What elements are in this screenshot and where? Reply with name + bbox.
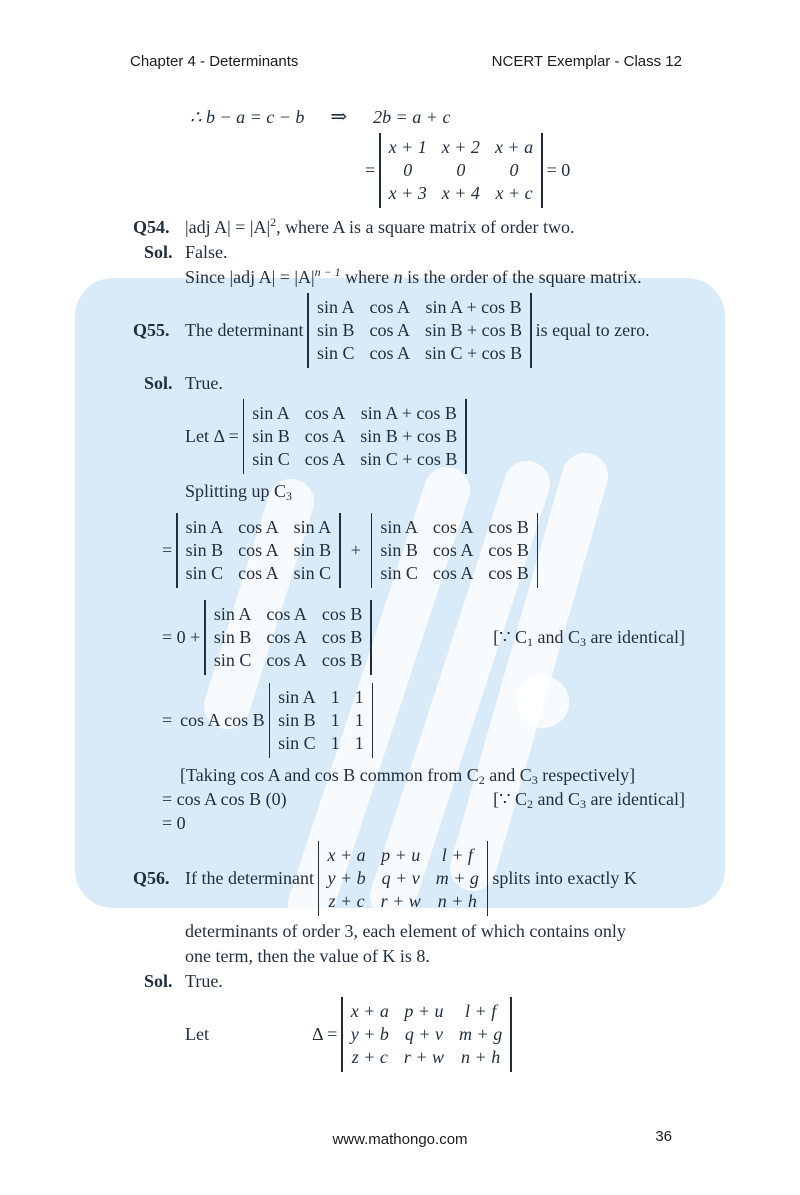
derivation-line <box>190 106 685 129</box>
reason-pre: Since |adj A| = |A| <box>185 267 315 287</box>
matrix-cell: 0 <box>509 160 519 180</box>
matrix-cell: x + 4 <box>441 183 480 203</box>
column-subscript: 3 <box>580 797 587 811</box>
taking-common-note <box>180 764 685 787</box>
matrix-cell: r + w <box>380 891 421 911</box>
matrix-cell: p + u <box>381 845 421 865</box>
let-delta-prefix: Let Δ = <box>185 426 239 446</box>
matrix-cell: x + 2 <box>441 137 480 157</box>
identical-columns-note <box>493 626 685 649</box>
implies-arrow: ⇒ <box>330 106 348 128</box>
zero-plus-prefix: = 0 + <box>162 627 201 647</box>
question-lead: The determinant <box>185 320 304 340</box>
math-expression: ∴ b − a = c − b <box>190 107 305 127</box>
matrix-cell: sin A + cos B <box>360 403 457 423</box>
matrix-cell: m + g <box>435 868 479 888</box>
result-zero: = 0 <box>162 813 186 833</box>
equals-zero: = 0 <box>546 160 571 180</box>
matrix-cell: 1 <box>354 733 364 753</box>
variable-n: n <box>393 267 403 287</box>
matrix-cell: cos A <box>304 426 346 446</box>
let-delta-line <box>185 397 685 476</box>
factor-text: cos A cos B <box>180 710 265 730</box>
matrix-cell: m + g <box>459 1024 503 1044</box>
matrix-cell: 0 <box>456 160 466 180</box>
matrix-cell: l + f <box>441 845 473 865</box>
matrix-cell: cos B <box>321 604 363 624</box>
matrix-cell: sin C <box>213 650 252 670</box>
chapter-title: Chapter 4 - Determinants <box>130 53 299 70</box>
matrix-cell: cos A <box>432 540 474 560</box>
matrix-cell: 1 <box>330 687 340 707</box>
statement-post: , where A is a square matrix of order two. <box>276 217 575 237</box>
matrix-cell: sin C + cos B <box>360 449 458 469</box>
matrix-cell: cos A <box>369 343 410 363</box>
matrix-cell: sin B <box>252 426 290 446</box>
matrix-cell: cos A <box>369 320 410 340</box>
plus-sign: + <box>350 540 361 560</box>
column-subscript: 2 <box>527 797 534 811</box>
determinant-matrix <box>243 399 467 474</box>
question-label: Q56. <box>133 868 170 888</box>
question-55 <box>133 291 685 370</box>
derivation-determinant-line <box>365 131 685 210</box>
matrix-cell: 1 <box>354 687 364 707</box>
matrix-cell: x + c <box>495 183 533 203</box>
matrix-cell: sin A <box>316 297 355 317</box>
determinant-matrix <box>371 513 539 588</box>
math-expression: 2b = a + c <box>373 107 451 127</box>
note-text: and C <box>484 765 532 785</box>
matrix-cell: cos A <box>266 604 307 624</box>
question-label: Q54. <box>133 217 170 237</box>
determinant-matrix <box>269 683 374 758</box>
determinant-matrix <box>204 600 372 675</box>
matrix-cell: n + h <box>461 1047 501 1067</box>
determinant-matrix <box>318 841 488 916</box>
matrix-cell: cos B <box>488 517 529 537</box>
note-text: are identical] <box>586 627 685 647</box>
matrix-cell: q + v <box>404 1024 444 1044</box>
matrix-cell: sin C <box>380 563 418 583</box>
solution-label: Sol. <box>144 971 173 991</box>
matrix-cell: x + a <box>327 845 366 865</box>
matrix-cell: cos A <box>266 627 307 647</box>
matrix-cell: cos B <box>321 650 363 670</box>
matrix-cell: sin B <box>213 627 252 647</box>
book-title: NCERT Exemplar - Class 12 <box>491 53 682 70</box>
question-tail: splits into exactly K <box>492 868 637 888</box>
solution-label: Sol. <box>144 242 173 262</box>
matrix-cell: cos B <box>488 563 529 583</box>
matrix-cell: x + 1 <box>388 137 427 157</box>
matrix-cell: sin A <box>252 403 290 423</box>
question-54 <box>133 216 685 239</box>
exponent: 2 <box>270 215 277 229</box>
matrix-cell: 1 <box>330 710 340 730</box>
matrix-cell: sin B + cos B <box>360 426 458 446</box>
solution-55 <box>133 372 685 395</box>
matrix-cell: cos A <box>304 403 346 423</box>
matrix-cell: sin B <box>293 540 332 560</box>
solution-answer: False. <box>185 242 228 262</box>
matrix-cell: sin A <box>278 687 316 707</box>
matrix-cell: cos A <box>432 563 474 583</box>
note-text: are identical] <box>586 789 685 809</box>
final-left: = cos A cos B (0) <box>162 789 287 809</box>
matrix-cell: sin C <box>185 563 224 583</box>
matrix-cell: sin B <box>278 710 316 730</box>
matrix-cell: cos A <box>238 540 279 560</box>
note-text: and C <box>533 627 581 647</box>
column-subscript: 3 <box>286 489 293 503</box>
equals-sign: = <box>162 540 173 560</box>
solution-answer: True. <box>185 373 223 393</box>
factor-line <box>162 681 685 760</box>
matrix-cell: sin A + cos B <box>425 297 522 317</box>
page-content <box>133 106 685 1078</box>
delta-equals: Δ = <box>312 1024 338 1044</box>
determinant-matrix <box>307 293 531 368</box>
matrix-cell: sin C <box>252 449 290 469</box>
note-text: [∵ C <box>493 627 528 647</box>
matrix-cell: sin C <box>316 343 355 363</box>
matrix-cell: sin B <box>316 320 355 340</box>
solution-56 <box>133 970 685 993</box>
question-tail: is equal to zero. <box>535 320 650 340</box>
note-text: [∵ C <box>493 789 528 809</box>
identical-columns-note <box>493 788 685 811</box>
matrix-cell: sin A <box>213 604 252 624</box>
page-number: 36 <box>655 1128 672 1145</box>
matrix-cell: p + u <box>404 1001 444 1021</box>
let-word: Let <box>185 1024 209 1044</box>
matrix-cell: cos B <box>321 627 363 647</box>
final-evaluation-line <box>162 788 685 811</box>
column-subscript: 1 <box>527 635 534 649</box>
matrix-cell: x + a <box>350 1001 389 1021</box>
matrix-cell: sin A <box>293 517 332 537</box>
column-subscript: 3 <box>531 773 538 787</box>
exponent: n − 1 <box>314 265 341 279</box>
note-text: [Taking cos A and cos B common from C <box>180 765 479 785</box>
matrix-cell: sin C <box>278 733 316 753</box>
matrix-cell: 1 <box>330 733 340 753</box>
zero-plus-line <box>162 598 685 677</box>
solution-answer: True. <box>185 971 223 991</box>
determinant-matrix <box>176 513 341 588</box>
matrix-cell: l + f <box>465 1001 497 1021</box>
determinant-matrix <box>379 133 542 208</box>
solution-54 <box>133 241 685 264</box>
matrix-cell: x + a <box>494 137 534 157</box>
equals-sign: = <box>162 710 173 730</box>
matrix-cell: sin A <box>380 517 418 537</box>
matrix-cell: q + v <box>381 868 420 888</box>
question-56-wrap1: determinants of order 3, each element of which contains only <box>185 921 626 941</box>
question-label: Q55. <box>133 320 170 340</box>
solution-54-reason <box>185 266 685 289</box>
matrix-cell: sin B <box>380 540 418 560</box>
matrix-cell: x + 3 <box>388 183 427 203</box>
matrix-cell: z + c <box>351 1047 388 1067</box>
matrix-cell: cos A <box>369 297 410 317</box>
splitting-text: Splitting up C <box>185 481 287 501</box>
matrix-cell: cos B <box>488 540 529 560</box>
let-delta-line-2 <box>185 995 685 1074</box>
matrix-cell: y + b <box>327 868 366 888</box>
statement-pre: |adj A| = |A| <box>185 217 271 237</box>
matrix-cell: sin B + cos B <box>424 320 523 340</box>
matrix-cell: sin C + cos B <box>424 343 523 363</box>
matrix-cell: y + b <box>350 1024 389 1044</box>
matrix-cell: n + h <box>437 891 477 911</box>
footer-website: www.mathongo.com <box>332 1131 468 1148</box>
column-subscript: 2 <box>478 773 485 787</box>
splitting-line <box>185 480 685 503</box>
matrix-cell: cos A <box>266 650 307 670</box>
question-statement <box>185 216 574 239</box>
note-text: respectively] <box>537 765 636 785</box>
question-56-wrap2: one term, then the value of K is 8. <box>185 946 430 966</box>
matrix-cell: z + c <box>328 891 365 911</box>
matrix-cell: cos A <box>432 517 474 537</box>
matrix-cell: sin A <box>185 517 224 537</box>
question-56 <box>133 839 685 918</box>
matrix-cell: r + w <box>403 1047 445 1067</box>
matrix-cell: sin B <box>185 540 224 560</box>
column-subscript: 3 <box>580 635 587 649</box>
matrix-cell: sin C <box>293 563 332 583</box>
solution-label: Sol. <box>144 373 173 393</box>
matrix-cell: cos A <box>238 563 279 583</box>
matrix-cell: cos A <box>304 449 346 469</box>
question-lead: If the determinant <box>185 868 314 888</box>
reason-mid: where <box>340 267 394 287</box>
matrix-cell: 0 <box>403 160 413 180</box>
matrix-cell: cos A <box>238 517 279 537</box>
split-determinants-line <box>162 511 685 590</box>
determinant-matrix <box>341 997 511 1072</box>
equals-sign: = <box>365 160 376 180</box>
page-header <box>130 50 682 73</box>
note-text: and C <box>533 789 581 809</box>
reason-post: is the order of the square matrix. <box>402 267 642 287</box>
matrix-cell: 1 <box>354 710 364 730</box>
